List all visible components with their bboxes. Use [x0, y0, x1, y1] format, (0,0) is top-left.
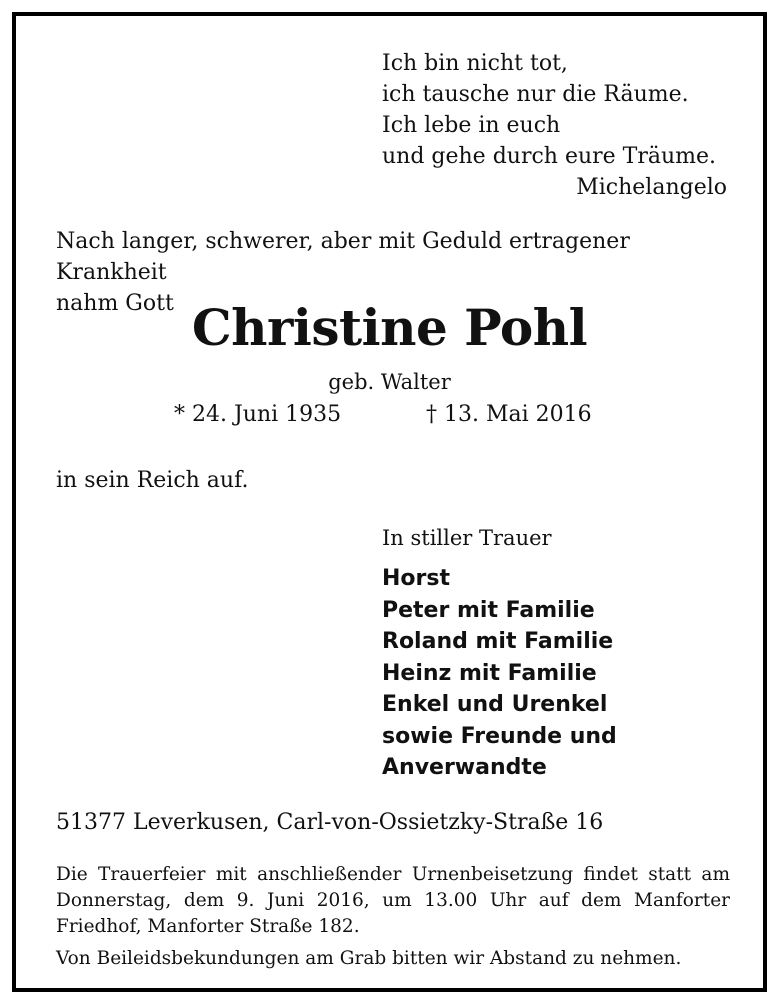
poem-line: Ich bin nicht tot,	[382, 51, 568, 76]
funeral-notice	[56, 862, 730, 940]
closing-text: in sein Reich auf.	[56, 468, 249, 493]
death-date: † 13. Mai 2016	[426, 402, 592, 427]
deceased-name: Christine Pohl	[191, 298, 588, 357]
poem-author: Michelangelo	[576, 175, 727, 200]
poem	[382, 48, 727, 203]
notice-line: Friedhof, Manforter Straße 182.	[56, 916, 360, 937]
poem-line: Ich lebe in euch	[382, 113, 561, 138]
poem-line: ich tausche nur die Räume.	[382, 82, 689, 107]
mourner-name: Heinz mit Familie	[382, 660, 597, 686]
mourner-name: sowie Freunde und	[382, 723, 617, 749]
poem-line: und gehe durch eure Träume.	[382, 144, 717, 169]
mourner-name: Horst	[382, 566, 450, 591]
notice-line: Donnerstag, dem 9. Juni 2016, um 13.00 Uhr auf dem Manforter	[56, 890, 730, 911]
mourner-name: Anverwandte	[382, 755, 547, 780]
mourning-label: In stiller Trauer	[382, 526, 552, 550]
condolence-request: Von Beileidsbekundungen am Grab bitten wir Abstand zu nehmen.	[56, 948, 682, 969]
birth-name: geb. Walter	[328, 370, 451, 394]
mourners-list	[382, 563, 617, 784]
intro-line: nahm Gott	[56, 291, 174, 316]
address: 51377 Leverkusen, Carl-von-Ossietzky-Straße 16	[56, 810, 604, 835]
mourner-name: Roland mit Familie	[382, 629, 614, 654]
obituary-frame	[12, 12, 767, 992]
intro-line: Nach langer, schwerer, aber mit Geduld ertragener Krankheit	[56, 229, 630, 285]
notice-line: Die Trauerfeier mit anschließender Urnenbeisetzung findet statt am	[56, 864, 730, 885]
mourner-name: Enkel und Urenkel	[382, 692, 608, 717]
birth-date: * 24. Juni 1935	[174, 402, 342, 427]
mourner-name: Peter mit Familie	[382, 597, 595, 623]
